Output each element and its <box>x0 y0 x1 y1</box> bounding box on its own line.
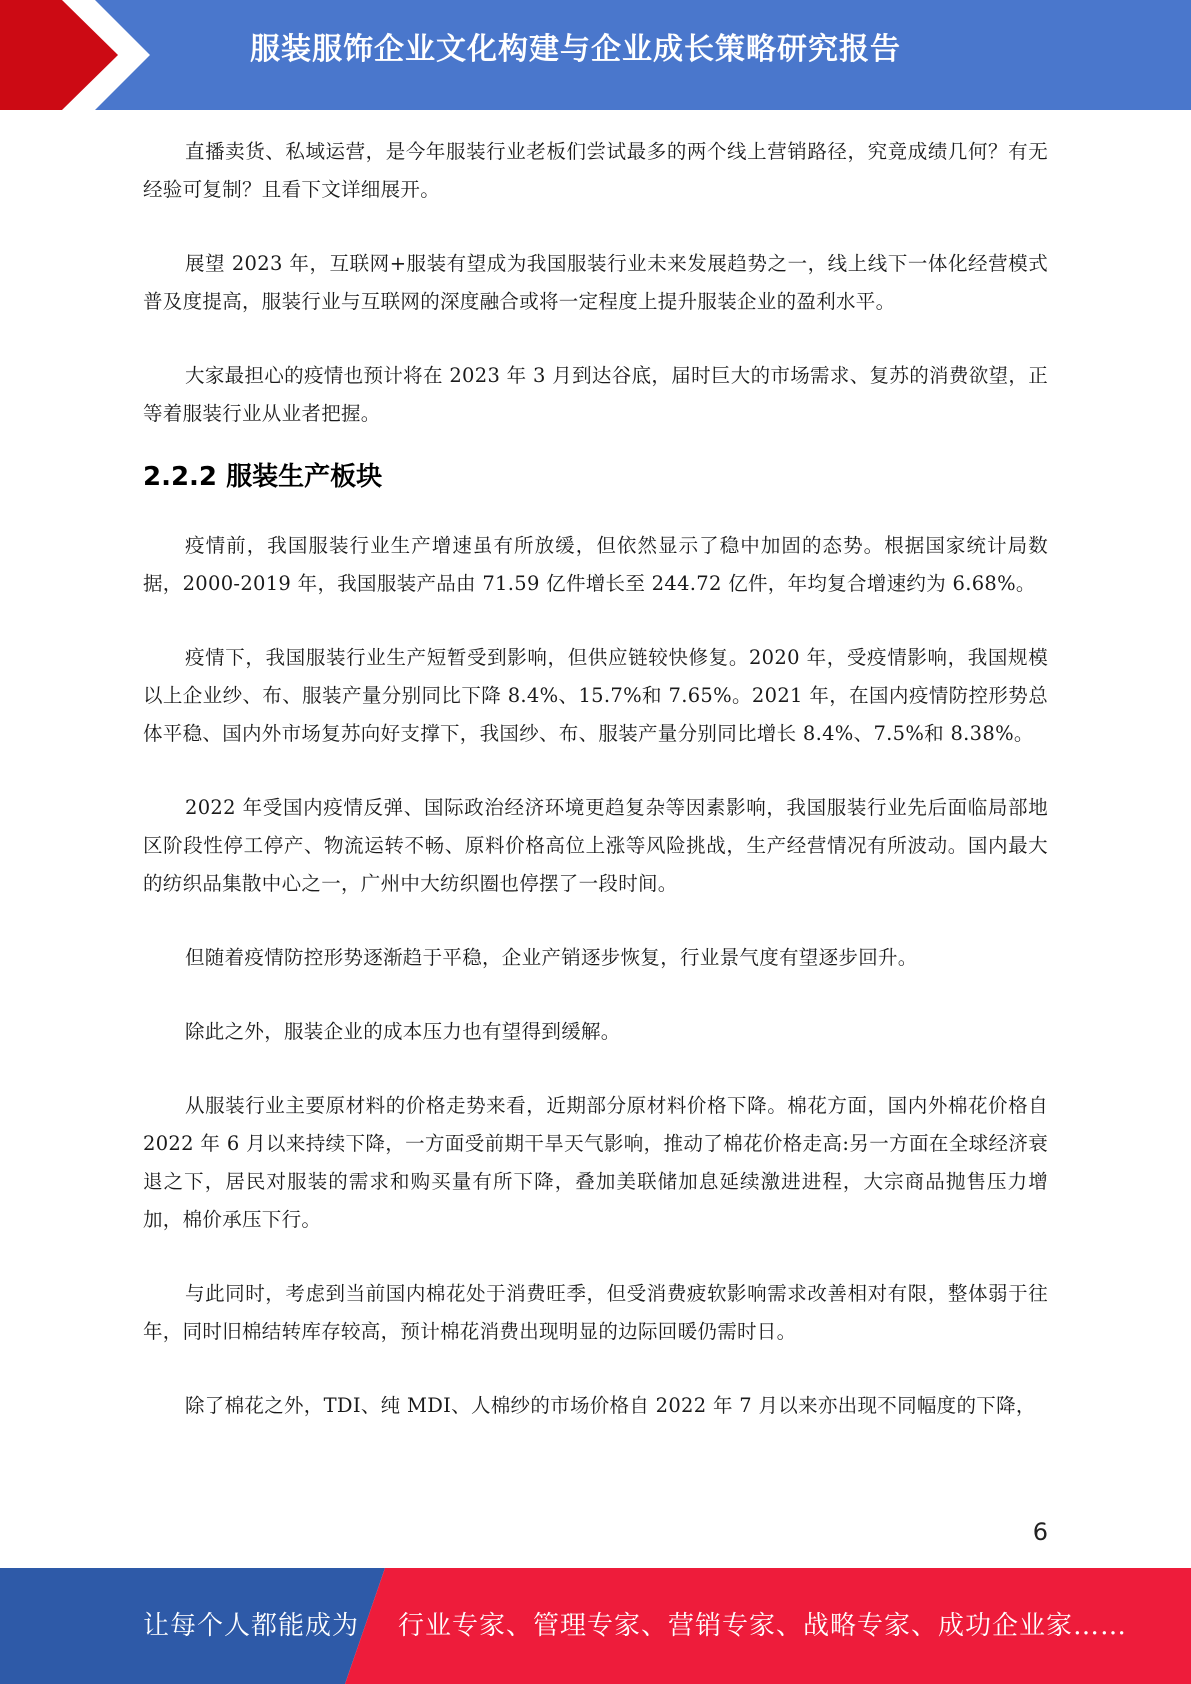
paragraph: 直播卖货、私域运营，是今年服装行业老板们尝试最多的两个线上营销路径，究竟成绩几何？有无经验可复制？且看下文详细展开。 <box>143 140 1048 201</box>
paragraph: 大家最担心的疫情也预计将在 2023 年 3 月到达谷底，届时巨大的市场需求、复苏的消费欲望，正等着服装行业从业者把握。 <box>143 364 1048 425</box>
footer-slogan-right: 行业专家、管理专家、营销专家、战略专家、成功企业家…… <box>398 1611 1128 1641</box>
paragraph: 与此同时，考虑到当前国内棉花处于消费旺季，但受消费疲软影响需求改善相对有限，整体弱于往年，同时旧棉结转库存较高，预计棉花消费出现明显的边际回暖仍需时日。 <box>143 1282 1048 1343</box>
report-title: 服装服饰企业文化构建与企业成长策略研究报告 <box>250 32 901 67</box>
footer-slogan-left: 让每个人都能成为 <box>143 1611 360 1641</box>
paragraph: 展望 2023 年，互联网+服装有望成为我国服装行业未来发展趋势之一，线上线下一体化经营模式普及度提高，服装行业与互联网的深度融合或将一定程度上提升服装企业的盈利水平。 <box>143 252 1048 313</box>
paragraph: 除了棉花之外，TDI、纯 MDI、人棉纱的市场价格自 2022 年 7 月以来亦出现不同幅度的下降， <box>185 1394 1036 1417</box>
paragraph: 除此之外，服装企业的成本压力也有望得到缓解。 <box>185 1020 621 1043</box>
footer-band <box>0 1568 1191 1684</box>
paragraph: 2022 年受国内疫情反弹、国际政治经济环境更趋复杂等因素影响，我国服装行业先后面临局部地区阶段性停工停产、物流运转不畅、原料价格高位上涨等风险挑战，生产经营情况有所波动。国内最大的纺织品集散中心之一，广州中大纺织圈也停摆了一段时间。 <box>143 796 1048 895</box>
page-number: 6 <box>1032 1518 1048 1546</box>
paragraph: 疫情下，我国服装行业生产短暂受到影响，但供应链较快修复。2020 年，受疫情影响，我国规模以上企业纱、布、服装产量分别同比下降 8.4%、15.7%和 7.65%。2021 年，在国内疫情防控形势总体平稳、国内外市场复苏向好支撑下，我国纱、布、服装产量分别同比增长 8.4%、7.5%和 8.38%。 <box>143 646 1048 745</box>
paragraph: 疫情前，我国服装行业生产增速虽有所放缓，但依然显示了稳中加固的态势。根据国家统计局数据，2000-2019 年，我国服装产品由 71.59 亿件增长至 244.72 亿件，年均复合增速约为 6.68%。 <box>143 534 1048 595</box>
paragraph: 从服装行业主要原材料的价格走势来看，近期部分原材料价格下降。棉花方面，国内外棉花价格自 2022 年 6 月以来持续下降，一方面受前期干旱天气影响，推动了棉花价格走高:另一方面在全球经济衰退之下，居民对服装的需求和购买量有所下降，叠加美联储加息延续激进进程，大宗商品抛售压力增加，棉价承压下行。 <box>143 1094 1048 1231</box>
header-chevron-decoration <box>0 0 160 110</box>
page-content <box>143 133 1048 1461</box>
header-band <box>0 0 1191 110</box>
section-heading: 2.2.2 服装生产板块 <box>143 462 383 492</box>
paragraph: 但随着疫情防控形势逐渐趋于平稳，企业产销逐步恢复，行业景气度有望逐步回升。 <box>185 946 918 969</box>
